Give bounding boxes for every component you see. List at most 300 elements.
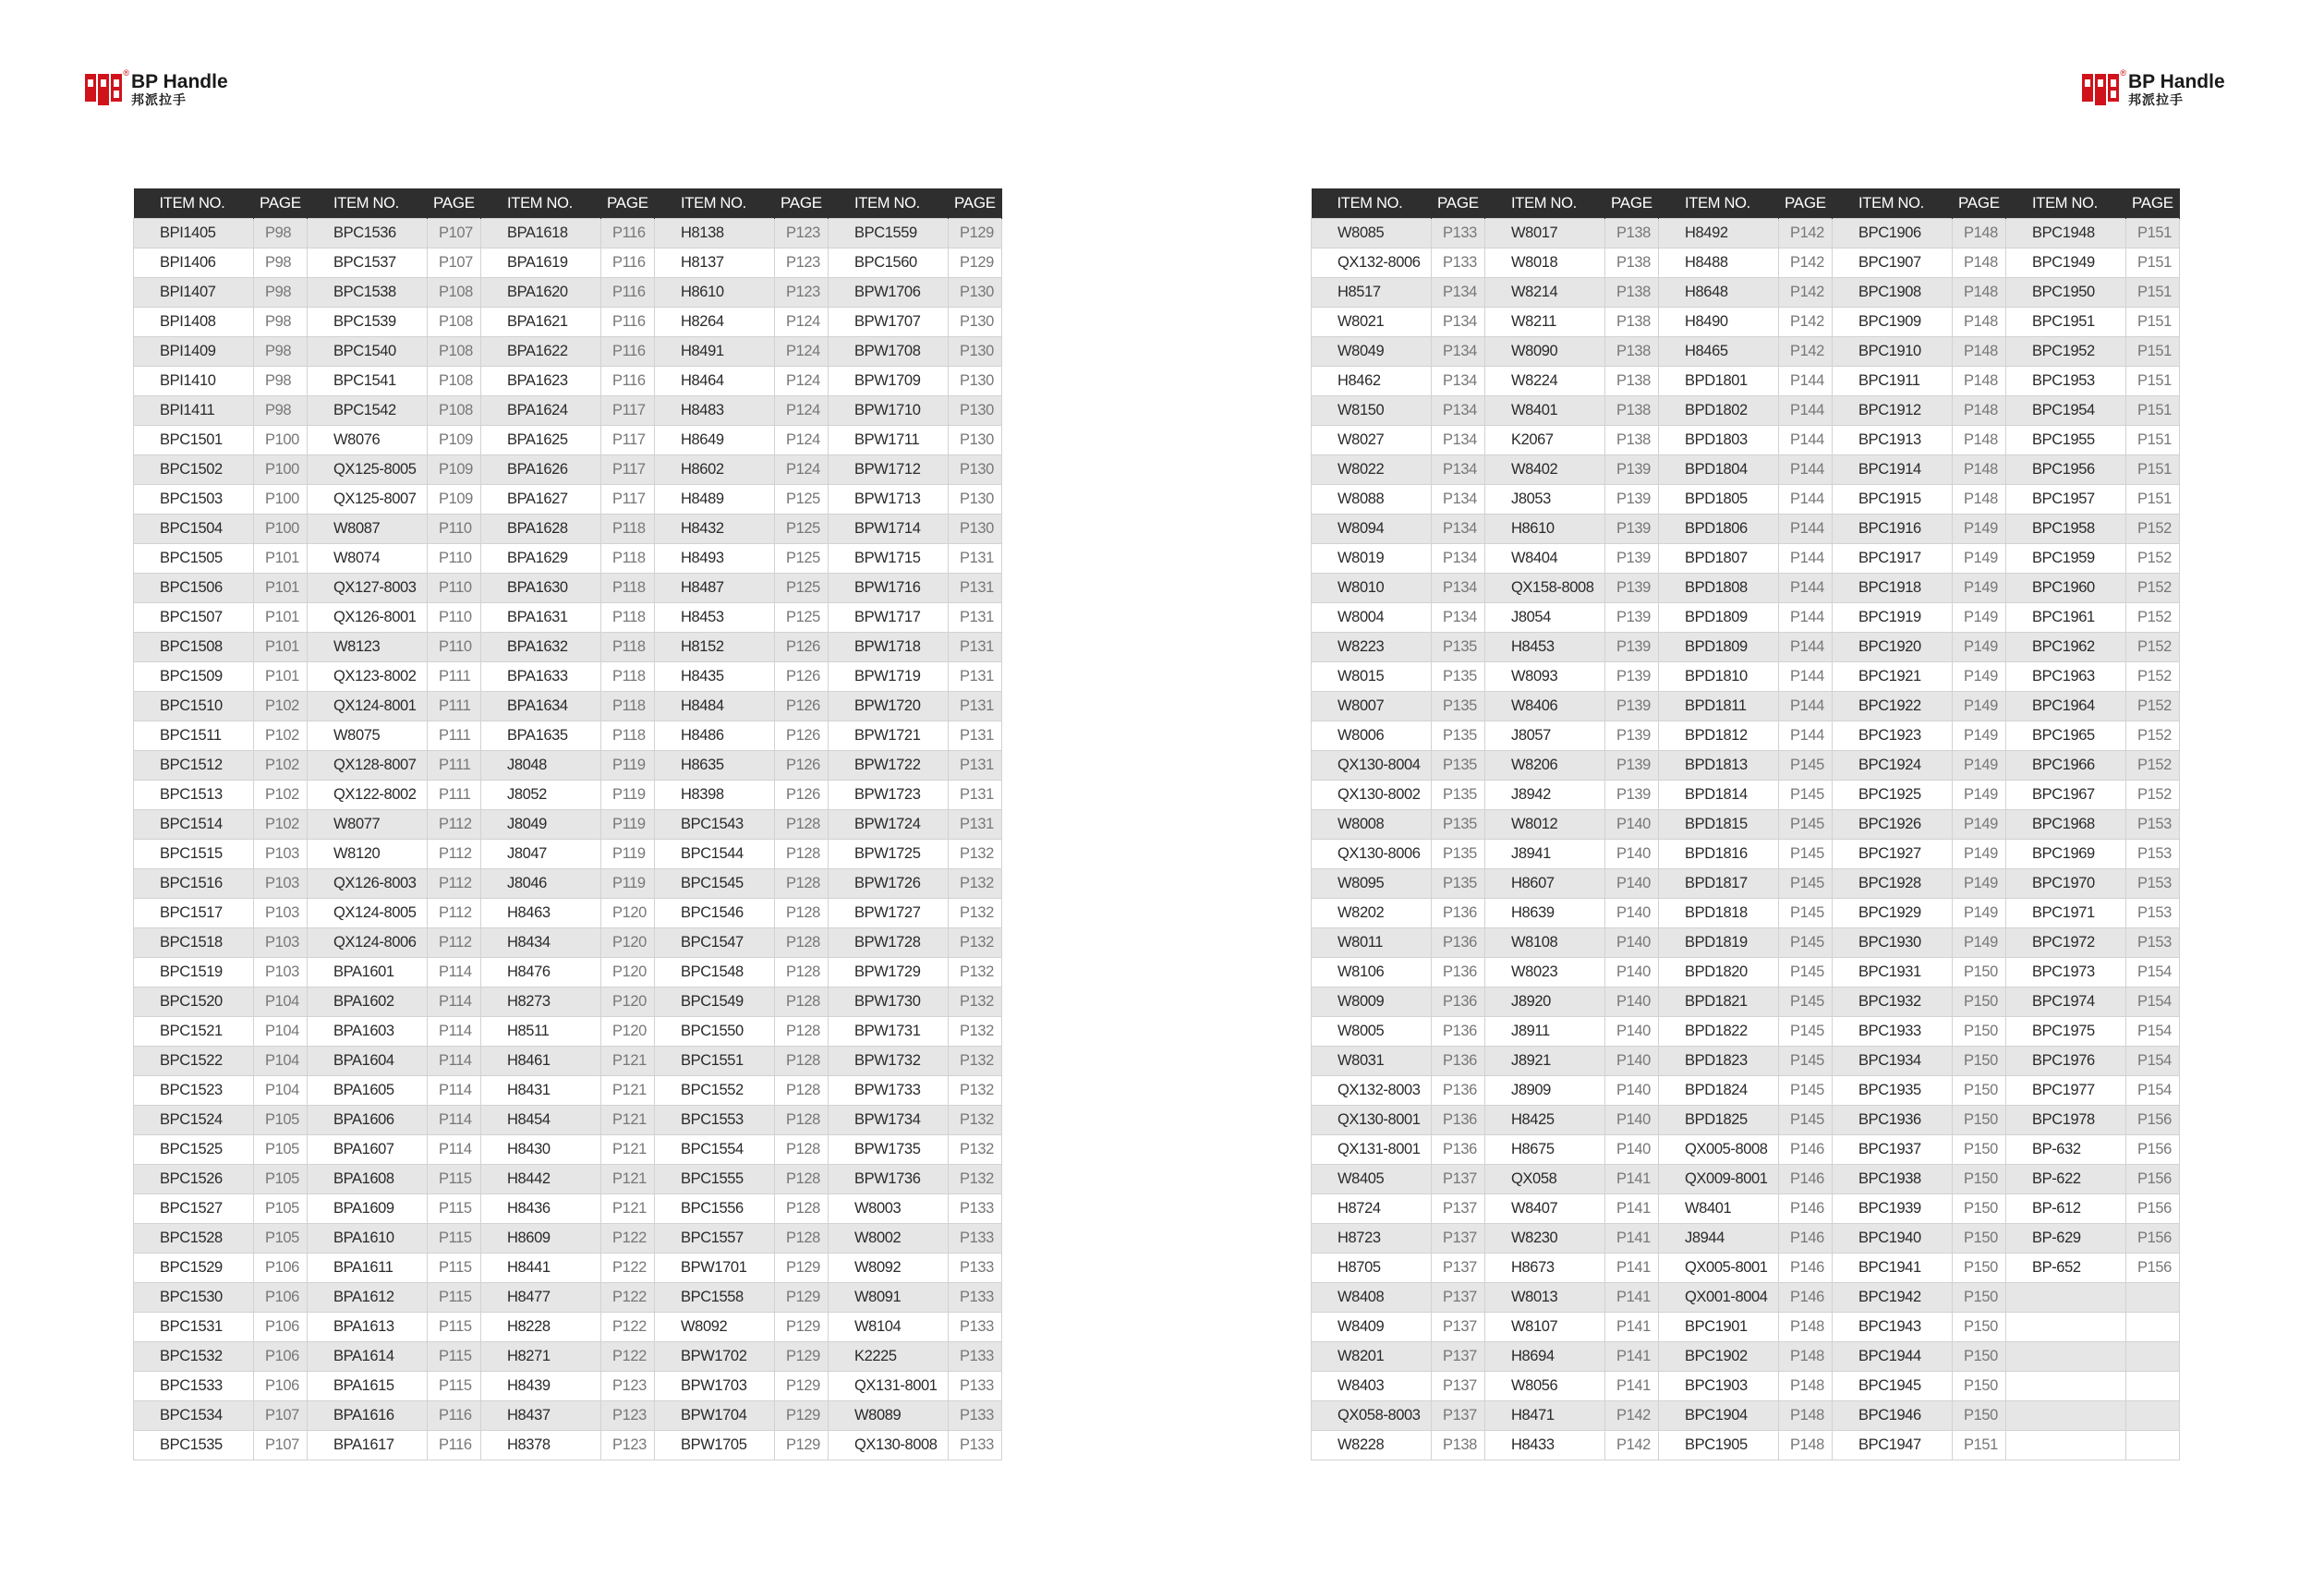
brand-name-cn: 邦派拉手 xyxy=(2128,93,2184,108)
table-row xyxy=(134,1372,1002,1401)
table-row xyxy=(1312,515,2180,544)
item-number-cell: BPC1522 xyxy=(134,1047,254,1076)
item-number-cell: BPA1627 xyxy=(481,485,601,515)
page-number-cell xyxy=(2126,1283,2180,1313)
item-number-cell: BPD1801 xyxy=(1659,367,1779,396)
page-number-cell: P136 xyxy=(1432,1047,1485,1076)
page-number-cell: P141 xyxy=(1605,1283,1659,1313)
page-number-cell: P149 xyxy=(1953,840,2006,869)
item-number-cell: W8107 xyxy=(1485,1313,1605,1342)
page-number-cell: P140 xyxy=(1605,869,1659,899)
table-row xyxy=(134,987,1002,1017)
item-number-cell: BP-629 xyxy=(2006,1224,2126,1254)
table-row xyxy=(1312,1372,2180,1401)
item-number-cell: BPC1520 xyxy=(134,987,254,1017)
item-number-cell: BPC1910 xyxy=(1833,337,1953,367)
table-row xyxy=(1312,958,2180,987)
page-number-cell: P125 xyxy=(775,574,829,603)
page-number-cell: P128 xyxy=(775,987,829,1017)
page-number-cell: P119 xyxy=(601,840,655,869)
item-number-cell: BPA1601 xyxy=(308,958,428,987)
page-number-cell: P109 xyxy=(428,426,481,455)
item-number-cell: BPC1554 xyxy=(655,1135,775,1165)
item-number-cell: H8610 xyxy=(655,278,775,308)
table-row xyxy=(1312,219,2180,248)
item-number-cell: BPD1809 xyxy=(1659,633,1779,662)
item-number-cell: BPW1711 xyxy=(829,426,949,455)
page-number-cell: P124 xyxy=(775,396,829,426)
page-number-cell: P144 xyxy=(1779,692,1833,721)
item-number-cell: QX128-8007 xyxy=(308,751,428,781)
item-number-cell: W8085 xyxy=(1312,219,1432,248)
page-number-cell: P144 xyxy=(1779,515,1833,544)
page-number-cell: P103 xyxy=(254,840,308,869)
page-number-cell: P149 xyxy=(1953,928,2006,958)
page-number-cell: P115 xyxy=(428,1372,481,1401)
page-number-cell: P133 xyxy=(949,1342,1002,1372)
page-number-cell: P154 xyxy=(2126,987,2180,1017)
page-number-cell: P139 xyxy=(1605,574,1659,603)
item-number-cell: BPD1822 xyxy=(1659,1017,1779,1047)
item-number-cell: W8017 xyxy=(1485,219,1605,248)
page-number-cell: P105 xyxy=(254,1194,308,1224)
item-number-cell: W8150 xyxy=(1312,396,1432,426)
table-row xyxy=(134,396,1002,426)
page-number-cell: P140 xyxy=(1605,1135,1659,1165)
item-number-cell: BPC1556 xyxy=(655,1194,775,1224)
page-number-cell: P150 xyxy=(1953,958,2006,987)
item-number-cell: W8408 xyxy=(1312,1283,1432,1313)
item-number-cell: W8401 xyxy=(1485,396,1605,426)
item-number-cell: BPA1609 xyxy=(308,1194,428,1224)
table-row xyxy=(1312,603,2180,633)
table-row xyxy=(1312,1313,2180,1342)
page-number-cell: P149 xyxy=(1953,662,2006,692)
table-row xyxy=(1312,396,2180,426)
page-number-cell: P118 xyxy=(601,544,655,574)
page-number-cell: P110 xyxy=(428,515,481,544)
item-number-cell: BPA1622 xyxy=(481,337,601,367)
item-number-cell: W8092 xyxy=(829,1254,949,1283)
page-number-cell: P145 xyxy=(1779,987,1833,1017)
page-number-cell: P152 xyxy=(2126,544,2180,574)
page-number-cell: P142 xyxy=(1779,248,1833,278)
item-number-cell: BPC1947 xyxy=(1833,1431,1953,1460)
page-number-cell: P144 xyxy=(1779,603,1833,633)
page-number-cell: P139 xyxy=(1605,544,1659,574)
item-number-cell: W8402 xyxy=(1485,455,1605,485)
item-number-cell: BPC1509 xyxy=(134,662,254,692)
item-number-cell: W8022 xyxy=(1312,455,1432,485)
item-number-cell: H8639 xyxy=(1485,899,1605,928)
item-number-cell: BPC1937 xyxy=(1833,1135,1953,1165)
item-number-cell: BPC1914 xyxy=(1833,455,1953,485)
page-number-cell: P132 xyxy=(949,1017,1002,1047)
header-item-no: ITEM NO. xyxy=(655,188,775,219)
item-number-cell: QX131-8001 xyxy=(1312,1135,1432,1165)
table-row xyxy=(134,1313,1002,1342)
page-number-cell: P139 xyxy=(1605,751,1659,781)
header-page: PAGE xyxy=(2126,188,2180,219)
item-number-cell: BPW1707 xyxy=(829,308,949,337)
page-number-cell: P103 xyxy=(254,958,308,987)
page-number-cell: P130 xyxy=(949,278,1002,308)
page-number-cell: P111 xyxy=(428,721,481,751)
item-number-cell: BPD1811 xyxy=(1659,692,1779,721)
item-number-cell: J8911 xyxy=(1485,1017,1605,1047)
page-number-cell: P137 xyxy=(1432,1342,1485,1372)
page-number-cell: P150 xyxy=(1953,1135,2006,1165)
page-number-cell: P144 xyxy=(1779,485,1833,515)
page-number-cell: P144 xyxy=(1779,633,1833,662)
item-number-cell: H8152 xyxy=(655,633,775,662)
table-row xyxy=(1312,692,2180,721)
table-row xyxy=(1312,455,2180,485)
page-number-cell: P116 xyxy=(428,1431,481,1460)
page-number-cell: P152 xyxy=(2126,781,2180,810)
page-number-cell: P148 xyxy=(1779,1313,1833,1342)
item-number-cell: W8092 xyxy=(655,1313,775,1342)
page-number-cell: P132 xyxy=(949,869,1002,899)
page-number-cell: P114 xyxy=(428,1135,481,1165)
item-number-cell: J8052 xyxy=(481,781,601,810)
brand-logo xyxy=(2082,68,2225,108)
table-row xyxy=(1312,337,2180,367)
page-number-cell: P120 xyxy=(601,899,655,928)
item-number-cell: J8054 xyxy=(1485,603,1605,633)
page-number-cell xyxy=(2126,1431,2180,1460)
page-number-cell: P151 xyxy=(2126,337,2180,367)
page-number-cell: P131 xyxy=(949,810,1002,840)
page-number-cell: P135 xyxy=(1432,840,1485,869)
item-number-cell: QX130-8004 xyxy=(1312,751,1432,781)
page-number-cell: P141 xyxy=(1605,1342,1659,1372)
page-number-cell: P139 xyxy=(1605,721,1659,751)
item-number-cell: BPC1970 xyxy=(2006,869,2126,899)
page-number-cell: P102 xyxy=(254,781,308,810)
item-number-cell: W8027 xyxy=(1312,426,1432,455)
item-number-cell: BPC1972 xyxy=(2006,928,2126,958)
item-number-cell: J8053 xyxy=(1485,485,1605,515)
page-number-cell: P132 xyxy=(949,987,1002,1017)
item-number-cell: BPI1411 xyxy=(134,396,254,426)
page-number-cell: P138 xyxy=(1605,396,1659,426)
item-number-cell: BPC1904 xyxy=(1659,1401,1779,1431)
page-number-cell: P140 xyxy=(1605,928,1659,958)
item-number-cell: BPC1902 xyxy=(1659,1342,1779,1372)
item-number-cell: BPC1550 xyxy=(655,1017,775,1047)
item-number-cell: BPA1617 xyxy=(308,1431,428,1460)
page-number-cell: P115 xyxy=(428,1254,481,1283)
page-number-cell: P129 xyxy=(949,219,1002,248)
item-number-cell: W8013 xyxy=(1485,1283,1605,1313)
page-number-cell: P152 xyxy=(2126,721,2180,751)
page-number-cell: P136 xyxy=(1432,1076,1485,1106)
page-number-cell: P139 xyxy=(1605,692,1659,721)
item-number-cell: BPI1409 xyxy=(134,337,254,367)
item-number-cell: W8010 xyxy=(1312,574,1432,603)
page-number-cell: P111 xyxy=(428,781,481,810)
item-number-cell: BPC1976 xyxy=(2006,1047,2126,1076)
page-number-cell: P148 xyxy=(1953,485,2006,515)
table-row xyxy=(134,1283,1002,1313)
page-number-cell: P108 xyxy=(428,308,481,337)
page-number-cell: P140 xyxy=(1605,958,1659,987)
item-number-cell: BPC1508 xyxy=(134,633,254,662)
page-number-cell: P144 xyxy=(1779,367,1833,396)
page-number-cell: P149 xyxy=(1953,544,2006,574)
page-number-cell: P114 xyxy=(428,1017,481,1047)
page-number-cell: P108 xyxy=(428,367,481,396)
page-number-cell: P116 xyxy=(601,337,655,367)
item-number-cell: BPC1903 xyxy=(1659,1372,1779,1401)
page-number-cell: P144 xyxy=(1779,544,1833,574)
page-number-cell: P121 xyxy=(601,1194,655,1224)
item-number-cell: W8004 xyxy=(1312,603,1432,633)
page-number-cell: P133 xyxy=(949,1401,1002,1431)
page-number-cell: P148 xyxy=(1953,396,2006,426)
item-number-cell: W8120 xyxy=(308,840,428,869)
page-number-cell: P128 xyxy=(775,1165,829,1194)
page-number-cell: P148 xyxy=(1779,1431,1833,1460)
page-number-cell: P128 xyxy=(775,1047,829,1076)
item-number-cell: BPW1736 xyxy=(829,1165,949,1194)
item-number-cell: BPC1975 xyxy=(2006,1017,2126,1047)
table-row xyxy=(134,574,1002,603)
page-number-cell: P149 xyxy=(1953,751,2006,781)
table-row xyxy=(134,455,1002,485)
item-number-cell: W8018 xyxy=(1485,248,1605,278)
page-number-cell: P132 xyxy=(949,1135,1002,1165)
page-number-cell: P129 xyxy=(775,1372,829,1401)
item-number-cell: QX158-8008 xyxy=(1485,574,1605,603)
item-number-cell: BPC1548 xyxy=(655,958,775,987)
item-number-cell: BPC1952 xyxy=(2006,337,2126,367)
item-number-cell: W8206 xyxy=(1485,751,1605,781)
page-number-cell: P135 xyxy=(1432,692,1485,721)
page-number-cell: P98 xyxy=(254,248,308,278)
table-row xyxy=(1312,869,2180,899)
item-number-cell: BPD1821 xyxy=(1659,987,1779,1017)
page-number-cell: P120 xyxy=(601,928,655,958)
page-number-cell: P129 xyxy=(775,1313,829,1342)
page-number-cell: P149 xyxy=(1953,781,2006,810)
page-number-cell: P98 xyxy=(254,278,308,308)
item-number-cell: W8012 xyxy=(1485,810,1605,840)
item-number-cell: W8019 xyxy=(1312,544,1432,574)
page-number-cell: P123 xyxy=(775,248,829,278)
table-row xyxy=(1312,248,2180,278)
page-number-cell: P124 xyxy=(775,367,829,396)
page-number-cell: P130 xyxy=(949,426,1002,455)
page-number-cell: P115 xyxy=(428,1165,481,1194)
item-number-cell: W8056 xyxy=(1485,1372,1605,1401)
page-number-cell: P125 xyxy=(775,515,829,544)
table-row xyxy=(1312,485,2180,515)
page-number-cell: P100 xyxy=(254,455,308,485)
item-number-cell: BPC1555 xyxy=(655,1165,775,1194)
page-number-cell: P98 xyxy=(254,337,308,367)
page-number-cell: P150 xyxy=(1953,1047,2006,1076)
item-number-cell: BPC1515 xyxy=(134,840,254,869)
page-number-cell: P142 xyxy=(1605,1431,1659,1460)
item-number-cell: BPA1631 xyxy=(481,603,601,633)
item-number-cell: BPC1932 xyxy=(1833,987,1953,1017)
page-number-cell: P139 xyxy=(1605,485,1659,515)
item-number-cell: H8484 xyxy=(655,692,775,721)
item-number-cell: W8011 xyxy=(1312,928,1432,958)
page-number-cell: P146 xyxy=(1779,1254,1833,1283)
item-number-cell: BPD1814 xyxy=(1659,781,1779,810)
page-number-cell: P154 xyxy=(2126,1017,2180,1047)
item-number-cell: J8047 xyxy=(481,840,601,869)
item-number-cell: BPC1962 xyxy=(2006,633,2126,662)
item-number-cell: QX127-8003 xyxy=(308,574,428,603)
table-row xyxy=(134,544,1002,574)
item-number-cell: BPC1905 xyxy=(1659,1431,1779,1460)
item-number-cell: H8434 xyxy=(481,928,601,958)
item-number-cell: H8435 xyxy=(655,662,775,692)
header-page: PAGE xyxy=(428,188,481,219)
item-number-cell: BPC1935 xyxy=(1833,1076,1953,1106)
item-number-cell: BP-652 xyxy=(2006,1254,2126,1283)
page-number-cell: P134 xyxy=(1432,337,1485,367)
page-number-cell: P151 xyxy=(2126,308,2180,337)
header-item-no: ITEM NO. xyxy=(1659,188,1779,219)
table-row xyxy=(1312,1017,2180,1047)
item-number-cell: H8425 xyxy=(1485,1106,1605,1135)
item-number-cell: BPW1704 xyxy=(655,1401,775,1431)
table-row xyxy=(1312,1194,2180,1224)
item-number-cell: BPC1529 xyxy=(134,1254,254,1283)
item-number-cell: W8201 xyxy=(1312,1342,1432,1372)
item-number-cell: BPI1408 xyxy=(134,308,254,337)
table-row xyxy=(1312,1076,2180,1106)
table-row xyxy=(134,662,1002,692)
item-number-cell: W8023 xyxy=(1485,958,1605,987)
page-number-cell: P149 xyxy=(1953,603,2006,633)
page-number-cell: P121 xyxy=(601,1135,655,1165)
page-number-cell: P128 xyxy=(775,1224,829,1254)
page-number-cell: P108 xyxy=(428,396,481,426)
item-number-cell: QX126-8001 xyxy=(308,603,428,633)
item-number-cell: BPW1733 xyxy=(829,1076,949,1106)
page-number-cell: P136 xyxy=(1432,1017,1485,1047)
item-number-cell: BPC1933 xyxy=(1833,1017,1953,1047)
page-number-cell: P135 xyxy=(1432,633,1485,662)
item-number-cell: BPW1725 xyxy=(829,840,949,869)
page-number-cell: P138 xyxy=(1432,1431,1485,1460)
page-number-cell: P150 xyxy=(1953,1076,2006,1106)
page-number-cell: P128 xyxy=(775,1194,829,1224)
item-number-cell: BPW1701 xyxy=(655,1254,775,1283)
page-number-cell: P149 xyxy=(1953,810,2006,840)
table-row xyxy=(1312,840,2180,869)
item-number-cell: QX130-8001 xyxy=(1312,1106,1432,1135)
item-number-cell: BPD1815 xyxy=(1659,810,1779,840)
item-number-cell: QX126-8003 xyxy=(308,869,428,899)
item-number-cell: H8273 xyxy=(481,987,601,1017)
page-number-cell: P115 xyxy=(428,1313,481,1342)
item-number-cell: J8048 xyxy=(481,751,601,781)
item-number-cell: BPC1549 xyxy=(655,987,775,1017)
page-number-cell: P106 xyxy=(254,1283,308,1313)
page-number-cell: P141 xyxy=(1605,1194,1659,1224)
page-number-cell: P124 xyxy=(775,455,829,485)
page-number-cell: P102 xyxy=(254,810,308,840)
item-number-cell: BPA1624 xyxy=(481,396,601,426)
page-number-cell: P138 xyxy=(1605,426,1659,455)
item-number-cell: BPC1949 xyxy=(2006,248,2126,278)
item-number-cell: BPD1804 xyxy=(1659,455,1779,485)
table-row xyxy=(134,603,1002,633)
page-number-cell: P101 xyxy=(254,603,308,633)
page-number-cell: P114 xyxy=(428,987,481,1017)
item-number-cell xyxy=(2006,1372,2126,1401)
table-row xyxy=(134,278,1002,308)
item-number-cell: BPC1504 xyxy=(134,515,254,544)
item-number-cell: J8942 xyxy=(1485,781,1605,810)
item-number-cell: BPA1603 xyxy=(308,1017,428,1047)
page-number-cell: P146 xyxy=(1779,1224,1833,1254)
page-number-cell: P137 xyxy=(1432,1194,1485,1224)
page-number-cell: P153 xyxy=(2126,840,2180,869)
page-number-cell: P139 xyxy=(1605,662,1659,692)
item-number-cell: BPC1924 xyxy=(1833,751,1953,781)
page-number-cell: P145 xyxy=(1779,1017,1833,1047)
item-number-cell: BPC1552 xyxy=(655,1076,775,1106)
item-number-cell: BPD1813 xyxy=(1659,751,1779,781)
page-number-cell: P140 xyxy=(1605,899,1659,928)
item-number-cell: H8137 xyxy=(655,248,775,278)
item-number-cell: BPC1958 xyxy=(2006,515,2126,544)
page-number-cell: P144 xyxy=(1779,662,1833,692)
item-number-cell: BPC1546 xyxy=(655,899,775,928)
page-number-cell: P145 xyxy=(1779,1076,1833,1106)
page-number-cell: P117 xyxy=(601,485,655,515)
item-number-cell: BPC1906 xyxy=(1833,219,1953,248)
table-row xyxy=(1312,810,2180,840)
item-number-cell: BPC1928 xyxy=(1833,869,1953,899)
page-number-cell: P142 xyxy=(1779,308,1833,337)
page-number-cell: P132 xyxy=(949,1106,1002,1135)
item-number-cell: BPC1523 xyxy=(134,1076,254,1106)
page-number-cell: P122 xyxy=(601,1254,655,1283)
item-number-cell: BPC1538 xyxy=(308,278,428,308)
item-number-cell: BP-622 xyxy=(2006,1165,2126,1194)
page-number-cell: P118 xyxy=(601,721,655,751)
page-number-cell: P118 xyxy=(601,574,655,603)
page-number-cell: P144 xyxy=(1779,455,1833,485)
page-number-cell: P126 xyxy=(775,633,829,662)
item-number-cell: W8006 xyxy=(1312,721,1432,751)
item-number-cell: H8488 xyxy=(1659,248,1779,278)
page-number-cell: P141 xyxy=(1605,1165,1659,1194)
item-number-cell: K2225 xyxy=(829,1342,949,1372)
page-number-cell: P126 xyxy=(775,721,829,751)
item-number-cell: H8493 xyxy=(655,544,775,574)
item-number-cell: BPC1941 xyxy=(1833,1254,1953,1283)
page-number-cell: P121 xyxy=(601,1106,655,1135)
page-number-cell: P107 xyxy=(254,1401,308,1431)
item-number-cell: BPC1950 xyxy=(2006,278,2126,308)
page-number-cell: P101 xyxy=(254,633,308,662)
page-number-cell: P134 xyxy=(1432,455,1485,485)
page-number-cell: P141 xyxy=(1605,1224,1659,1254)
page-number-cell: P130 xyxy=(949,485,1002,515)
page-number-cell: P148 xyxy=(1953,308,2006,337)
page-number-cell: P145 xyxy=(1779,751,1833,781)
